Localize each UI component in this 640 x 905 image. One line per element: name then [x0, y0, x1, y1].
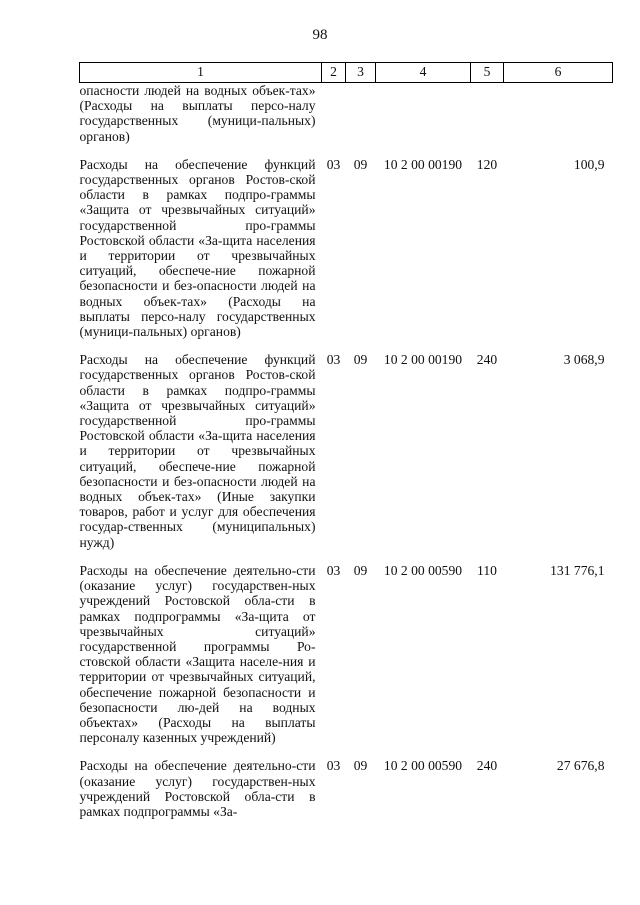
- row-target: 10 2 00 00590: [383, 758, 463, 774]
- header-col-5: 5: [471, 63, 504, 83]
- header-col-3: 3: [346, 63, 376, 83]
- row-section: [322, 83, 346, 157]
- row-description: Расходы на обеспечение функций государственных органов Ростов-ской области в рамках подпро-граммы «Защита от чрезвычайных ситуаций» государственной про-граммы Ростовской области «За-щита населения и территории от чрезвычайных ситуаций, обеспече-ние пожарной безопасности и без-опасности людей на водных объек-тах» (Расходы на выплаты персо-налу государственных (муници-пальных) органов): [79, 156, 316, 340]
- table-row: [80, 83, 613, 157]
- row-subsection: 09: [353, 156, 368, 172]
- table-row: [80, 157, 613, 352]
- row-amount: 3 068,9: [563, 352, 605, 368]
- table-row: [80, 758, 613, 819]
- row-subsection: 09: [353, 758, 368, 774]
- table-row: [80, 352, 613, 563]
- row-section: 03: [326, 156, 341, 172]
- row-description: опасности людей на водных объек-тах» (Расходы на выплаты персо-налу государственных (муници-пальных) органов): [79, 83, 316, 144]
- header-col-4: 4: [376, 63, 471, 83]
- row-type: 240: [476, 352, 498, 368]
- row-description: Расходы на обеспечение функций государственных органов Ростов-ской области в рамках подпро-граммы «Защита от чрезвычайных ситуаций» государственной про-граммы Ростовской области «За-щита населения и территории от чрезвычайных ситуаций, обеспече-ние пожарной безопасности и без-опасности людей на водных объек-тах» (Иные закупки товаров, работ и услуг для обеспечения государ-ственных (муниципальных) нужд): [79, 352, 316, 550]
- header-col-2: 2: [322, 63, 346, 83]
- header-col-6: 6: [504, 63, 613, 83]
- header-row: [80, 63, 613, 83]
- header-col-1: 1: [80, 63, 322, 83]
- row-amount: 100,9: [573, 156, 605, 172]
- table-body: [80, 83, 613, 820]
- row-section: 03: [326, 352, 341, 368]
- row-section: 03: [326, 562, 341, 578]
- row-type: 120: [476, 156, 498, 172]
- row-target: 10 2 00 00190: [383, 156, 463, 172]
- row-subsection: 09: [353, 352, 368, 368]
- row-description: Расходы на обеспечение деятельно-сти (оказание услуг) государствен-ных учреждений Ростовской обла-сти в рамках подпрограммы «За-: [79, 758, 316, 819]
- row-amount: 27 676,8: [556, 758, 605, 774]
- row-amount: 131 776,1: [550, 562, 605, 578]
- row-type: 240: [476, 758, 498, 774]
- row-target: [376, 83, 471, 157]
- row-target: 10 2 00 00190: [383, 352, 463, 368]
- table-header: [80, 63, 613, 83]
- row-section: 03: [326, 758, 341, 774]
- page-number: 98: [312, 27, 328, 43]
- budget-table: [79, 62, 613, 819]
- table-row: [80, 563, 613, 758]
- row-subsection: 09: [353, 562, 368, 578]
- row-target: 10 2 00 00590: [383, 562, 463, 578]
- row-type: [471, 83, 504, 157]
- row-description: Расходы на обеспечение деятельно-сти (оказание услуг) государствен-ных учреждений Ростовской обла-сти в рамках подпрограммы «За-щита от чрезвычайных ситуаций» государственной программы Ро-стовской области «Защита населе-ния и территории от чрезвычайных ситуаций, обеспечение пожарной безопасности и безопасности лю-дей на водных объектах» (Расходы на выплаты персоналу казенных учреждений): [79, 562, 316, 746]
- row-subsection: [346, 83, 376, 157]
- row-type: 110: [477, 562, 497, 578]
- row-amount: [504, 83, 613, 157]
